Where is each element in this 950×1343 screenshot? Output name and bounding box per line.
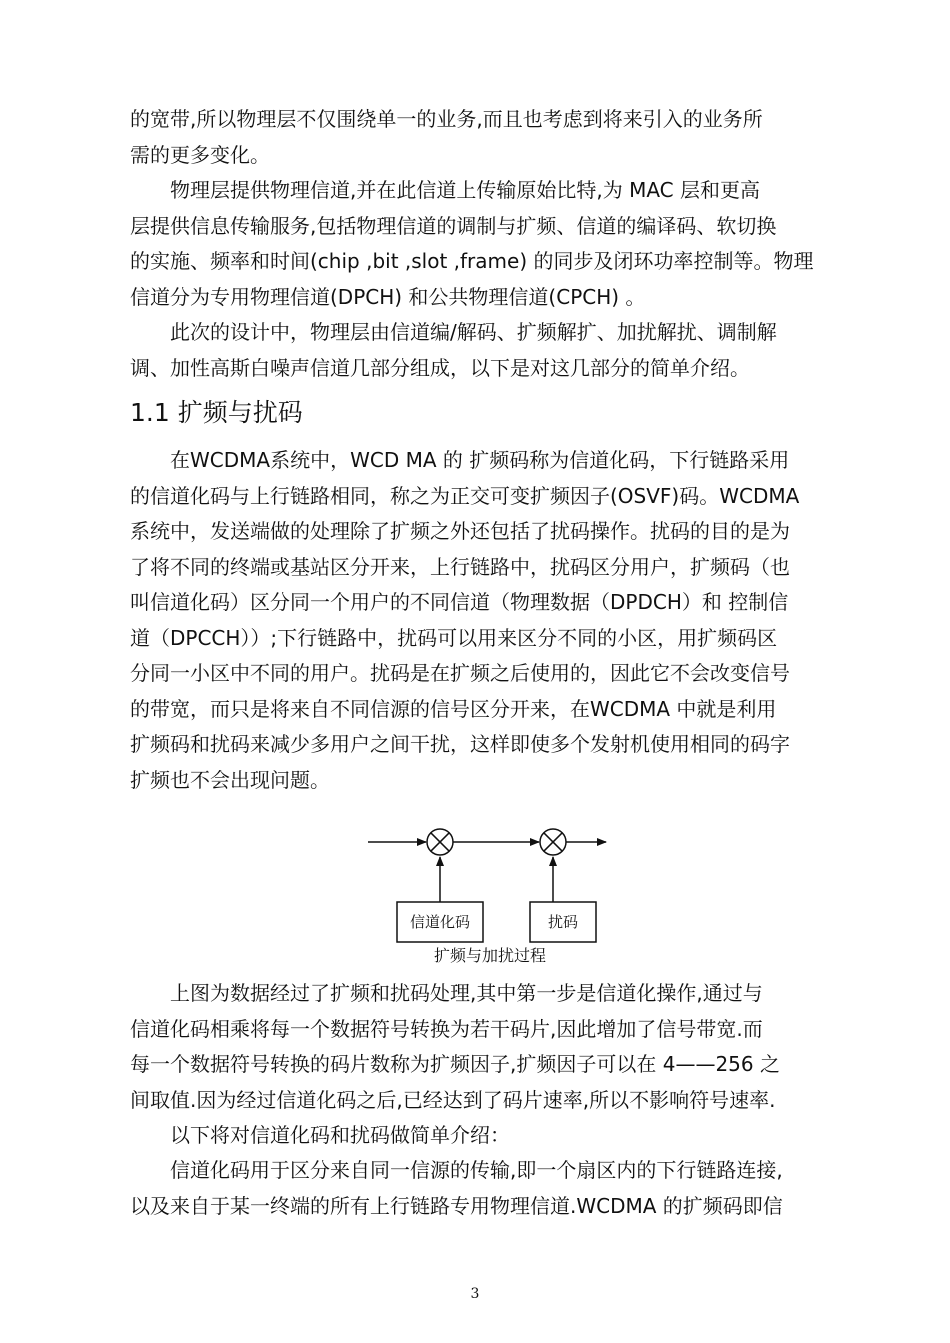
paragraph-channelization bbox=[130, 1153, 850, 1224]
text-line: 扩频码和扰码来减少多用户之间干扰，这样即使多个发射机使用相同的码字 bbox=[130, 732, 790, 756]
text-line: 道（DPCCH））;下行链路中，扰码可以用来区分不同的小区，用扩频码区 bbox=[130, 625, 778, 650]
text-line: 上图为数据经过了扩频和扰码处理,其中第一步是信道化操作,通过与 bbox=[130, 981, 763, 1005]
text-line: 的带宽，而只是将来自不同信源的信号区分开来，在WCDMA 中就是利用 bbox=[130, 696, 777, 721]
section-heading: 1.1 扩频与扰码 bbox=[130, 398, 303, 427]
text-line: 物理层提供物理信道,并在此信道上传输原始比特,为 MAC 层和更高 bbox=[130, 178, 760, 202]
channelization-code-label: 信道化码 bbox=[409, 913, 470, 931]
text-line: 叫信道化码）区分同一个用户的不同信道（物理数据（DPDCH）和 控制信 bbox=[130, 590, 789, 614]
paragraph-intro-continued bbox=[130, 102, 850, 173]
paragraph-design bbox=[130, 315, 850, 386]
text-line: 分同一小区中不同的用户。扰码是在扩频之后使用的，因此它不会改变信号 bbox=[130, 661, 790, 685]
text-line: 系统中，发送端做的处理除了扩频之外还包括了扰码操作。扰码的目的是为 bbox=[130, 519, 790, 543]
paragraph-wcdma-codes bbox=[130, 443, 850, 798]
page-number: 3 bbox=[470, 1286, 480, 1302]
text-line: 调、加性高斯白噪声信道几部分组成，以下是对这几部分的简单介绍。 bbox=[130, 355, 750, 380]
text-line: 层提供信息传输服务,包括物理信道的调制与扩频、信道的编译码、软切换 bbox=[130, 213, 777, 238]
text-line: 间取值.因为经过信道化码之后,已经达到了码片速率,所以不影响符号速率. bbox=[130, 1087, 776, 1112]
text-line: 信道分为专用物理信道(DPCH) 和公共物理信道(CPCH) 。 bbox=[130, 284, 646, 309]
text-line: 信道化码用于区分来自同一信源的传输,即一个扇区内的下行链路连接, bbox=[130, 1158, 783, 1182]
text-line: 了将不同的终端或基站区分开来，上行链路中，扰码区分用户，扩频码（也 bbox=[130, 554, 790, 579]
text-line: 每一个数据符号转换的码片数称为扩频因子,扩频因子可以在 4——256 之 bbox=[130, 1052, 780, 1076]
multiplier-2 bbox=[540, 829, 566, 855]
text-line: 在WCDMA系统中，WCD MA 的 扩频码称为信道化码，下行链路采用 bbox=[130, 448, 790, 472]
text-line: 以下将对信道化码和扰码做简单介绍： bbox=[130, 1123, 510, 1147]
text-line: 的实施、频率和时间(chip ,bit ,slot ,frame) 的同步及闭环功率控制等。物理 bbox=[130, 249, 814, 273]
text-line: 的宽带,所以物理层不仅围绕单一的业务,而且也考虑到将来引入的业务所 bbox=[130, 107, 763, 131]
text-line: 此次的设计中，物理层由信道编/解码、扩频解扩、加扰解扰、调制解 bbox=[130, 320, 777, 344]
scrambling-code-label: 扰码 bbox=[547, 913, 578, 931]
text-line: 以及来自于某一终端的所有上行链路专用物理信道.WCDMA 的扩频码即信 bbox=[130, 1193, 783, 1218]
text-line: 需的更多变化。 bbox=[130, 142, 270, 167]
paragraph-diagram-explanation bbox=[130, 976, 850, 1118]
multiplier-1 bbox=[427, 829, 453, 855]
figure-caption: 扩频与加扰过程 bbox=[433, 946, 546, 965]
text-line: 扩频也不会出现问题。 bbox=[130, 767, 330, 792]
paragraph-physical-layer bbox=[130, 173, 850, 315]
text-line: 信道化码相乘将每一个数据符号转换为若干码片,因此增加了信号带宽.而 bbox=[130, 1016, 763, 1041]
text-line: 的信道化码与上行链路相同，称之为正交可变扩频因子(OSVF)码。WCDMA bbox=[130, 483, 800, 508]
paragraph-intro-next bbox=[130, 1118, 850, 1154]
